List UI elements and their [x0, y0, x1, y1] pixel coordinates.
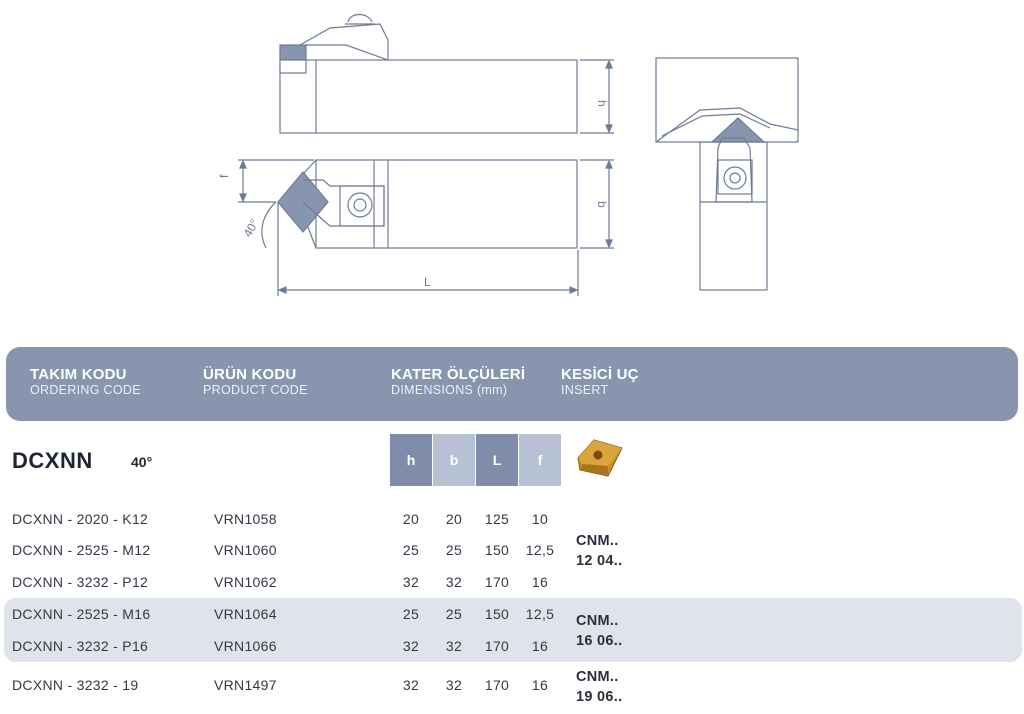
dim-b-label: b: [595, 201, 609, 208]
table-row-6-product: VRN1497: [214, 677, 277, 693]
table-row-3-f: 16: [531, 574, 549, 590]
insert-code-group-2: CNM.. 16 06..: [576, 613, 623, 649]
table-row-3-L: 170: [484, 574, 510, 590]
header-product-code: ÜRÜN KODU PRODUCT CODE: [203, 366, 308, 397]
dim-header-h: h: [390, 434, 432, 486]
table-row-2-h: 25: [402, 542, 420, 558]
table-row-3-b: 32: [445, 574, 463, 590]
dim-angle-label: 40°: [240, 216, 262, 240]
table-row-1-L: 125: [484, 511, 510, 527]
table-row-4-product: VRN1064: [214, 606, 277, 622]
insert-code-group-1: CNM.. 12 04..: [576, 533, 623, 569]
table-row-3-product: VRN1062: [214, 574, 277, 590]
dim-L-label: L: [424, 275, 431, 289]
table-row-4-code: DCXNN - 2525 - M16: [12, 606, 151, 622]
insert-icon: [574, 436, 626, 482]
table-row-3-h: 32: [402, 574, 420, 590]
table-row-2-L: 150: [484, 542, 510, 558]
header-insert: KESİCİ UÇ INSERT: [561, 366, 639, 397]
header-ordering-code: TAKIM KODU ORDERING CODE: [30, 366, 141, 397]
technical-drawing: [0, 0, 1024, 320]
family-angle: 40°: [131, 454, 153, 470]
table-row-2-b: 25: [445, 542, 463, 558]
end-view: [656, 58, 798, 290]
table-header-bar: [6, 347, 1018, 421]
table-row-6-h: 32: [402, 677, 420, 693]
header-dimensions: KATER ÖLÇÜLERİ DIMENSIONS (mm): [391, 366, 526, 397]
table-row-6-L: 170: [484, 677, 510, 693]
table-row-5-b: 32: [445, 638, 463, 654]
dim-header-f: f: [519, 434, 561, 486]
table-row-2-f: 12,5: [525, 542, 555, 558]
table-row-5-f: 16: [531, 638, 549, 654]
table-row-4-L: 150: [484, 606, 510, 622]
table-row-3-code: DCXNN - 3232 - P12: [12, 574, 149, 590]
table-row-5-h: 32: [402, 638, 420, 654]
dim-header-L: L: [476, 434, 518, 486]
table-row-6-code: DCXNN - 3232 - 19: [12, 677, 139, 693]
table-row-2-code: DCXNN - 2525 - M12: [12, 542, 151, 558]
table-row-2-product: VRN1060: [214, 542, 277, 558]
table-row-1-code: DCXNN - 2020 - K12: [12, 511, 149, 527]
table-row-1-b: 20: [445, 511, 463, 527]
dim-h-label: h: [595, 100, 609, 107]
table-row-5-product: VRN1066: [214, 638, 277, 654]
table-row-4-f: 12,5: [525, 606, 555, 622]
table-row-6-f: 16: [531, 677, 549, 693]
table-row-1-f: 10: [531, 511, 549, 527]
table-row-1-h: 20: [402, 511, 420, 527]
table-row-4-b: 25: [445, 606, 463, 622]
table-row-4-h: 25: [402, 606, 420, 622]
table-row-5-L: 170: [484, 638, 510, 654]
table-row-5-code: DCXNN - 3232 - P16: [12, 638, 149, 654]
dim-f-label: f: [217, 174, 231, 178]
insert-code-group-3: CNM.. 19 06..: [576, 669, 623, 705]
dim-header-b: b: [433, 434, 475, 486]
table-row-1-product: VRN1058: [214, 511, 277, 527]
side-view: [280, 15, 614, 134]
family-name: DCXNN: [12, 448, 93, 473]
table-row-6-b: 32: [445, 677, 463, 693]
